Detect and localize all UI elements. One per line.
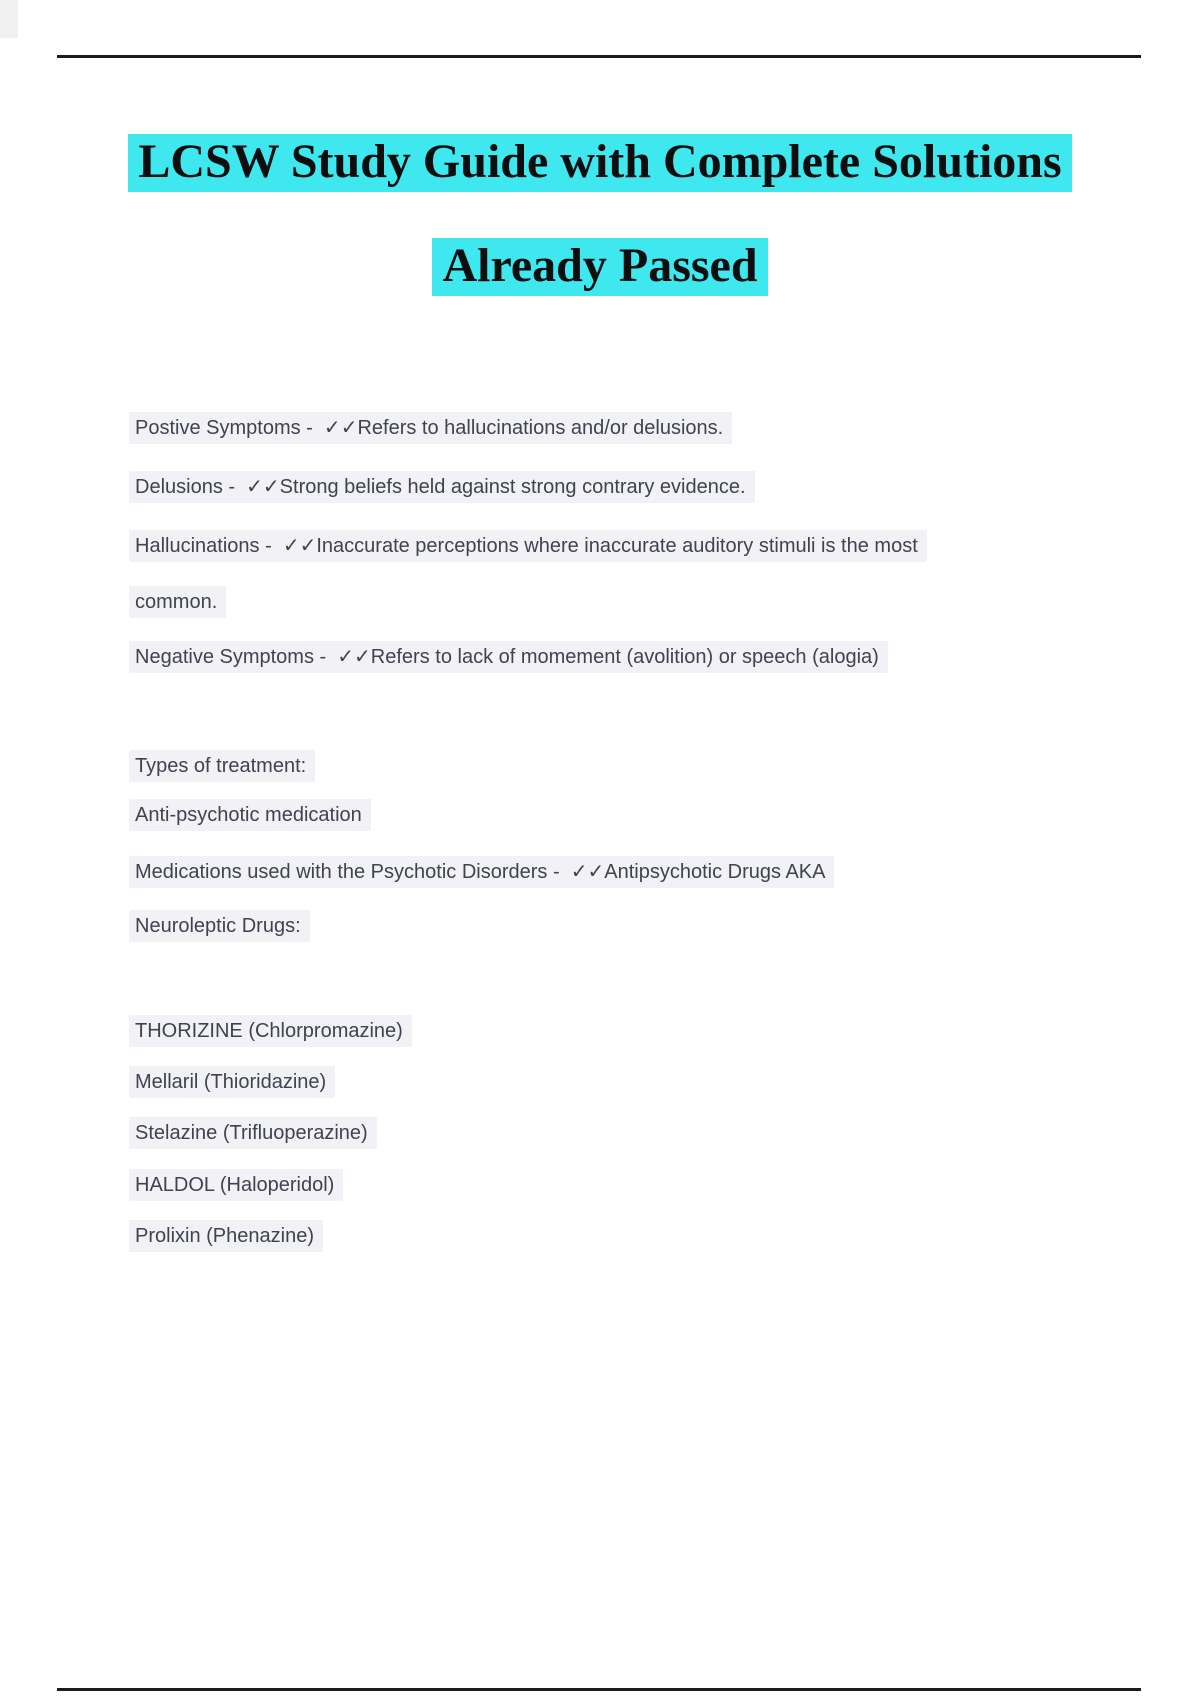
line-stelazine: Stelazine (Trifluoperazine)	[129, 1117, 377, 1149]
body-line	[129, 1018, 412, 1044]
line-mellaril: Mellaril (Thioridazine)	[129, 1066, 335, 1098]
qa-line-positive-symptoms: Postive Symptoms - ✓✓Refers to hallucinations and/or delusions.	[129, 412, 732, 444]
line-neuroleptic-drugs: Neuroleptic Drugs:	[129, 910, 310, 942]
top-rule	[57, 55, 1141, 58]
line-thorizine: THORIZINE (Chlorpromazine)	[129, 1015, 412, 1047]
page-title-line1: LCSW Study Guide with Complete Solutions	[128, 134, 1071, 192]
line-antipsychotic-medication: Anti-psychotic medication	[129, 799, 371, 831]
body-line	[129, 415, 732, 441]
qa-line-hallucinations-wrap: common.	[129, 586, 226, 618]
body-line	[129, 474, 755, 500]
line-types-of-treatment: Types of treatment:	[129, 750, 315, 782]
page-subtitle	[0, 238, 1200, 296]
body-line	[129, 1172, 343, 1198]
page-title	[0, 134, 1200, 192]
line-prolixin: Prolixin (Phenazine)	[129, 1220, 323, 1252]
body-line	[129, 533, 927, 559]
body-line	[129, 589, 226, 615]
qa-line-negative-symptoms: Negative Symptoms - ✓✓Refers to lack of momement (avolition) or speech (alogia)	[129, 641, 888, 673]
body-line	[129, 1069, 335, 1095]
qa-line-hallucinations: Hallucinations - ✓✓Inaccurate perceptions where inaccurate auditory stimuli is the most	[129, 530, 927, 562]
body-line	[129, 644, 888, 670]
line-haldol: HALDOL (Haloperidol)	[129, 1169, 343, 1201]
body-line	[129, 1120, 377, 1146]
body-line	[129, 802, 371, 828]
body-line	[129, 753, 315, 779]
body-line	[129, 859, 834, 885]
bottom-rule	[57, 1688, 1141, 1691]
scan-artifact	[0, 0, 18, 38]
qa-line-medications-psychotic: Medications used with the Psychotic Disorders - ✓✓Antipsychotic Drugs AKA	[129, 856, 834, 888]
body-line	[129, 913, 310, 939]
qa-line-delusions: Delusions - ✓✓Strong beliefs held against strong contrary evidence.	[129, 471, 755, 503]
body-line	[129, 1223, 323, 1249]
page-title-line2: Already Passed	[432, 238, 767, 296]
